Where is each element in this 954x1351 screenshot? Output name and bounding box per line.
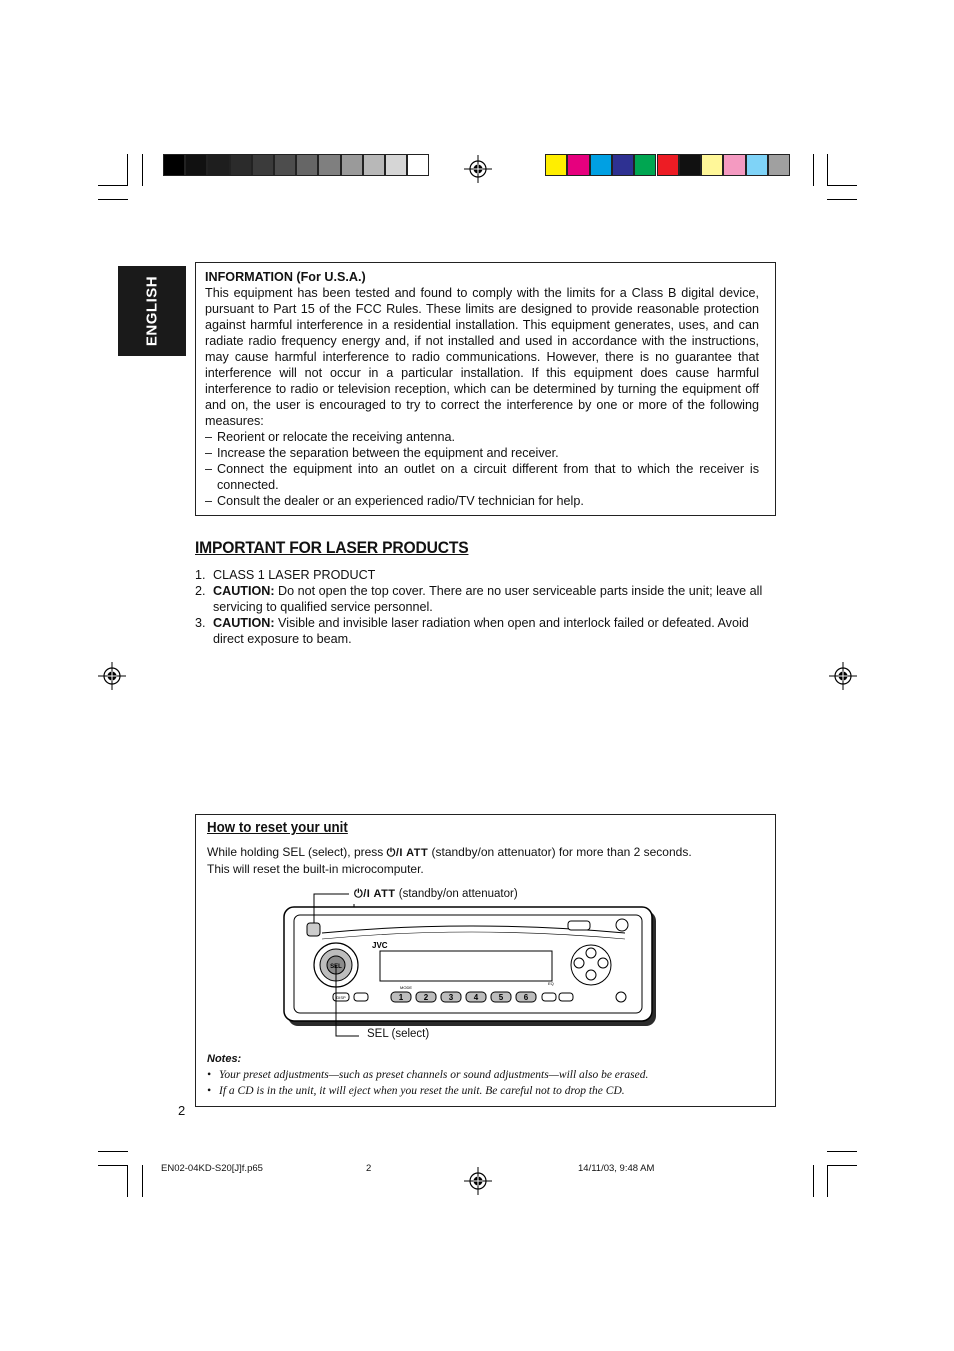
calibration-swatch bbox=[590, 154, 612, 176]
info-heading: INFORMATION (For U.S.A.) bbox=[205, 270, 366, 284]
laser-list bbox=[195, 567, 765, 647]
laser-item: 2. CAUTION: Do not open the top cover. There are no user serviceable parts inside the unit; leave all servicing to qualified service personnel. bbox=[195, 584, 763, 614]
calibration-swatch bbox=[701, 154, 723, 176]
registration-mark-icon bbox=[98, 662, 126, 690]
notes-heading: Notes: bbox=[207, 1053, 242, 1065]
reset-instructions: While holding SEL (select), press ⏻/I ATT (standby/on attenuator) for more than 2 seconds. This will reset the built-in microcomputer. bbox=[207, 845, 692, 876]
crop-mark bbox=[827, 1165, 857, 1166]
footer-timestamp: 14/11/03, 9:48 AM bbox=[578, 1163, 655, 1174]
brand-logo: JVC bbox=[372, 941, 388, 950]
calibration-swatch bbox=[612, 154, 634, 176]
crop-mark bbox=[813, 154, 814, 186]
calibration-swatch bbox=[545, 154, 567, 176]
crop-mark bbox=[127, 1165, 128, 1197]
calibration-swatch bbox=[657, 154, 679, 176]
page-number: 2 bbox=[178, 1103, 186, 1118]
preset-button-label: 5 bbox=[498, 993, 504, 1002]
note-item: • If a CD is in the unit, it will eject when you reset the unit. Be careful not to drop the CD. bbox=[207, 1085, 625, 1097]
calibration-swatch bbox=[407, 154, 429, 176]
registration-mark-icon bbox=[829, 662, 857, 690]
preset-button-label: 3 bbox=[448, 993, 454, 1002]
registration-mark-icon bbox=[464, 1167, 492, 1195]
calibration-swatch bbox=[207, 154, 229, 176]
footer-page: 2 bbox=[366, 1163, 372, 1174]
footer-file: EN02-04KD-S20[J]f.p65 bbox=[161, 1163, 263, 1174]
calibration-swatch bbox=[363, 154, 385, 176]
eq-label: EQ bbox=[548, 981, 554, 986]
calibration-swatch bbox=[163, 154, 185, 176]
mode-label: MODE bbox=[400, 985, 412, 990]
callout-standby: ⏻/I ATT (standby/on attenuator) bbox=[354, 888, 518, 900]
notes-section bbox=[207, 1051, 767, 1099]
measure-item: – Reorient or relocate the receiving antenna. bbox=[205, 430, 456, 444]
sel-knob-label: SEL bbox=[330, 964, 342, 970]
reset-title: How to reset your unit bbox=[207, 820, 348, 836]
info-body: This equipment has been tested and found to comply with the limits for a Class B digital device, pursuant to Part 15 of the FCC Rules. These limits are designed to provide reasonable protection against harmful interference in a residential installation. This equipment generates, uses, and can radiate radio frequency energy and, if not installed and used in accordance with the instructions, may cause harmful interference to radio communications. However, there is no guarantee that interference will not occur in a particular installation. If this equipment does cause harmful interference to radio or television reception, which can be determined by turning the equipment off and on, the user is encouraged to try to correct the interference by one or more of the following measures: bbox=[205, 286, 759, 428]
crop-mark bbox=[127, 154, 128, 186]
registration-mark-icon bbox=[464, 155, 492, 183]
calibration-swatch bbox=[746, 154, 768, 176]
calibration-swatch bbox=[296, 154, 318, 176]
calibration-swatch bbox=[274, 154, 296, 176]
note-item: • Your preset adjustments—such as preset channels or sound adjustments—will also be erased. bbox=[207, 1069, 649, 1081]
crop-mark bbox=[827, 1151, 857, 1152]
crop-mark bbox=[142, 1165, 143, 1197]
preset-button-label: 1 bbox=[398, 993, 404, 1002]
crop-mark bbox=[827, 154, 828, 186]
laser-item: 3. CAUTION: Visible and invisible laser radiation when open and interlock failed or defeated. Avoid direct exposure to beam. bbox=[195, 616, 749, 646]
calibration-swatch bbox=[679, 154, 701, 176]
reset-instructions-box bbox=[195, 814, 776, 1107]
crop-mark bbox=[827, 1165, 828, 1197]
calibration-swatch bbox=[341, 154, 363, 176]
preset-button-label: 6 bbox=[523, 993, 529, 1002]
crop-mark bbox=[827, 185, 857, 186]
disp-label: DISP bbox=[336, 995, 346, 1000]
crop-mark bbox=[98, 185, 128, 186]
crop-mark bbox=[98, 1165, 128, 1166]
calibration-swatch bbox=[567, 154, 589, 176]
crop-mark bbox=[98, 199, 128, 200]
laser-item: 1. CLASS 1 LASER PRODUCT bbox=[195, 568, 376, 582]
calibration-swatch bbox=[252, 154, 274, 176]
language-label: ENGLISH bbox=[143, 275, 161, 347]
fcc-information-box bbox=[195, 262, 776, 516]
measure-item: – Connect the equipment into an outlet on a circuit different from that to which the receiver is connected. bbox=[205, 462, 759, 492]
language-tab bbox=[118, 266, 186, 356]
callout-sel: SEL (select) bbox=[367, 1028, 430, 1040]
measure-item: – Increase the separation between the equipment and receiver. bbox=[205, 446, 559, 460]
calibration-swatch bbox=[385, 154, 407, 176]
calibration-swatch bbox=[318, 154, 340, 176]
measure-item: – Consult the dealer or an experienced radio/TV technician for help. bbox=[205, 494, 584, 508]
preset-button-label: 2 bbox=[423, 993, 429, 1002]
crop-mark bbox=[827, 199, 857, 200]
calibration-swatch bbox=[634, 154, 656, 176]
calibration-swatch bbox=[723, 154, 745, 176]
preset-button-label: 4 bbox=[473, 993, 479, 1002]
laser-section-title: IMPORTANT FOR LASER PRODUCTS bbox=[195, 538, 469, 557]
calibration-swatch bbox=[185, 154, 207, 176]
standby-att-symbol: ⏻/I ATT bbox=[386, 847, 429, 859]
calibration-swatch bbox=[230, 154, 252, 176]
crop-mark bbox=[142, 154, 143, 186]
crop-mark bbox=[98, 1151, 128, 1152]
calibration-swatch bbox=[768, 154, 790, 176]
crop-mark bbox=[813, 1165, 814, 1197]
